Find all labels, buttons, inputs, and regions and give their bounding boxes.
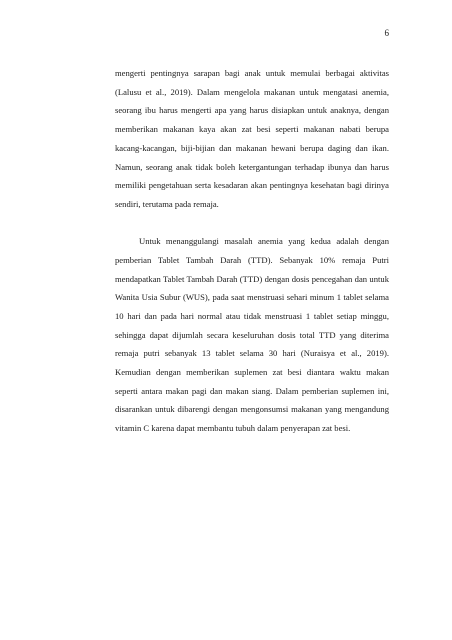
paragraph-continued: mengerti pentingnya sarapan bagi anak untuk memulai berbagai aktivitas (Lalusu et al., 2019). Dalam mengelola makanan untuk mengatasi anemia, seorang ibu harus mengerti apa yang harus disiapkan untuk anaknya, dengan memberikan makanan kaya akan zat besi seperti makanan nabati berupa kacang-kacangan, biji-bijian dan makanan hewani berupa daging dan ikan. Namun, seorang anak tidak boleh ketergantungan terhadap ibunya dan harus memiliki pengetahuan serta kesadaran akan pentingnya kesehatan bagi dirinya sendiri, terutama pada remaja.: [115, 68, 389, 209]
page-number: 6: [384, 28, 389, 38]
paragraph-ttd: Untuk menanggulangi masalah anemia yang kedua adalah dengan pemberian Tablet Tambah Darah (TTD). Sebanyak 10% remaja Putri mendapatkan Tablet Tambah Darah (TTD) dengan dosis pencegahan dan untuk Wanita Usia Subur (WUS), pada saat menstruasi sehari minum 1 tablet selama 10 hari dan pada hari normal atau tidak menstruasi 1 tablet setiap minggu, sehingga dapat dijumlah secara keseluruhan dosis total TTD yang diterima remaja putri sebanyak 13 tablet selama 30 hari (Nuraisya et al., 2019). Kemudian dengan memberikan suplemen zat besi diantara waktu makan seperti antara makan pagi dan makan siang. Dalam pemberian suplemen ini, disarankan untuk dibarengi dengan mengonsumsi makanan yang mengandung vitamin C karena dapat membantu tubuh dalam penyerapan zat besi.: [115, 236, 389, 434]
body-text: [115, 64, 389, 438]
